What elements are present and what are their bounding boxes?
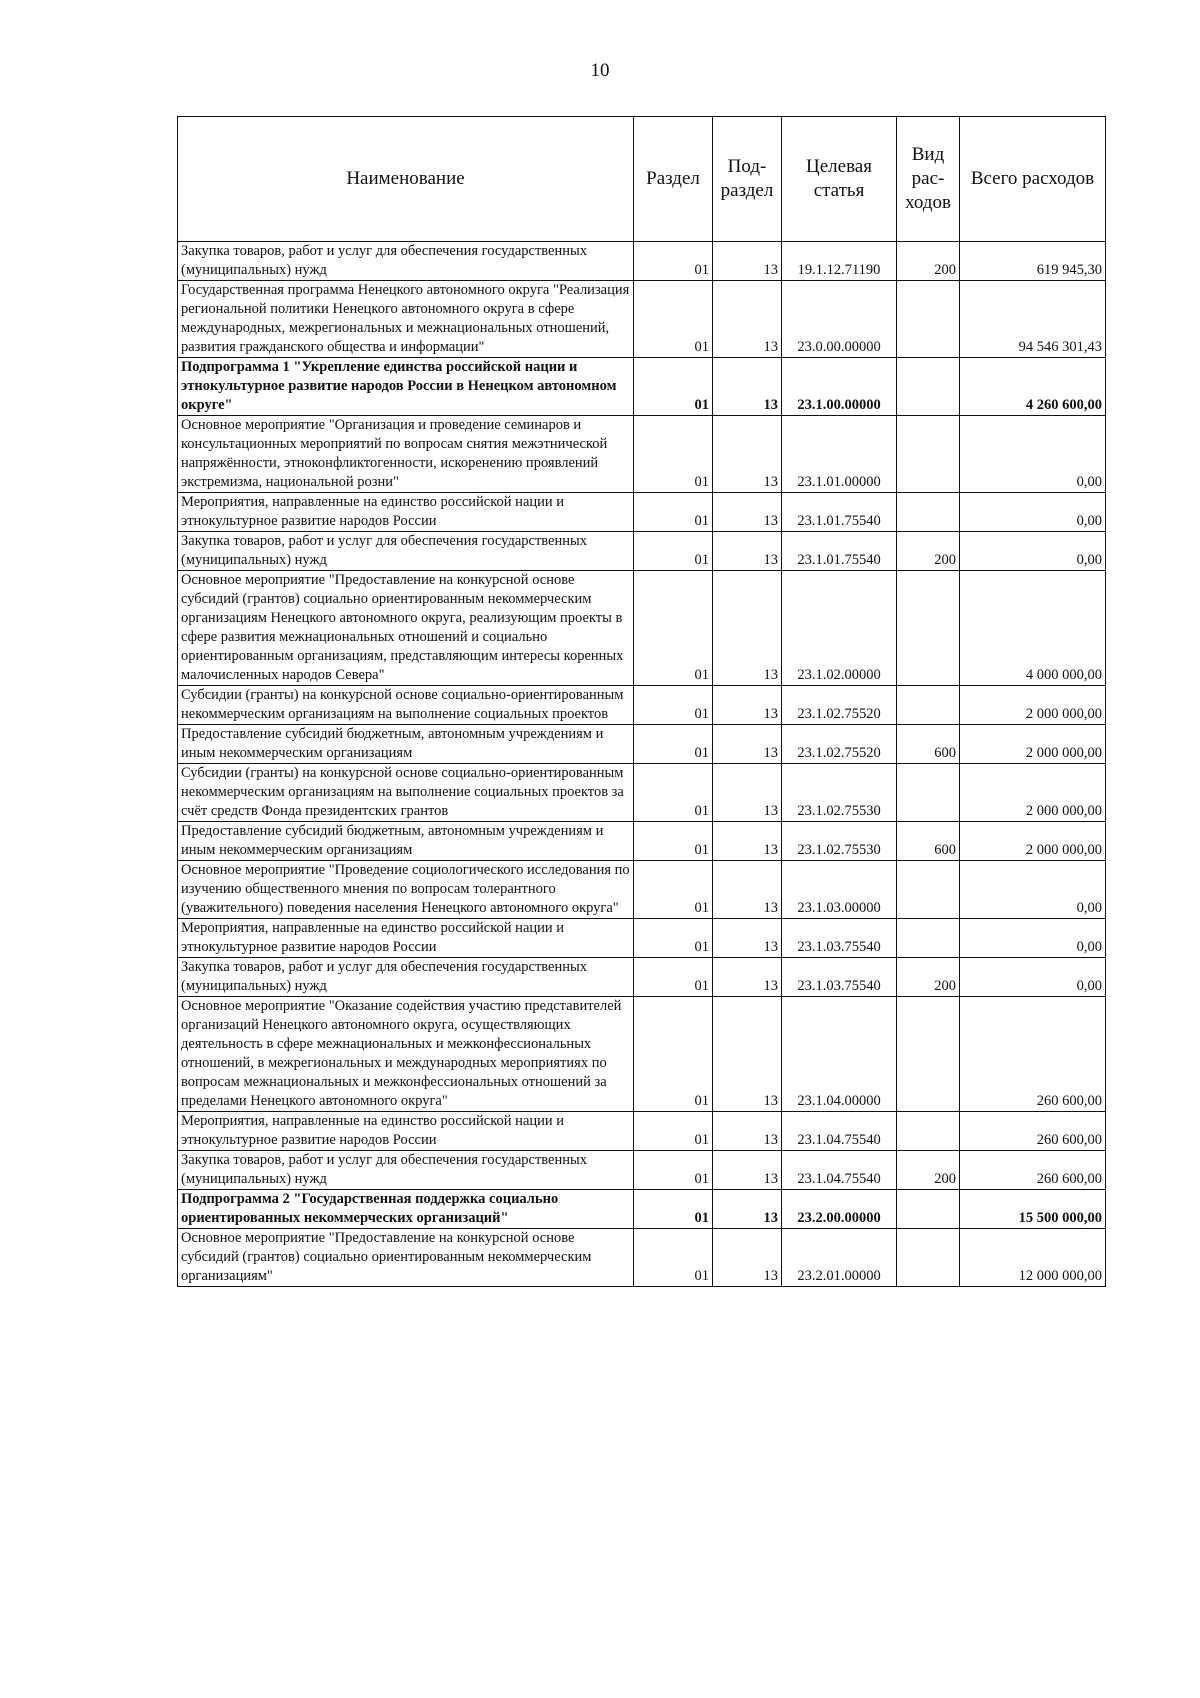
row-target: 23.1.02.75520: [782, 686, 897, 725]
row-name: Предоставление субсидий бюджетным, автономным учреждениям и иным некоммерческим организациям: [178, 822, 634, 861]
table-row: [178, 416, 1106, 493]
row-total: 2 000 000,00: [960, 822, 1106, 861]
row-section: 01: [634, 1112, 713, 1151]
page-number: 10: [590, 60, 610, 81]
row-kind: [897, 764, 960, 822]
row-name: Мероприятия, направленные на единство российской нации и этнокультурное развитие народов России: [178, 919, 634, 958]
row-subsection: 13: [713, 919, 782, 958]
row-section: 01: [634, 861, 713, 919]
row-total: 0,00: [960, 416, 1106, 493]
row-subsection: 13: [713, 686, 782, 725]
row-subsection: 13: [713, 997, 782, 1112]
row-target: 23.1.01.75540: [782, 532, 897, 571]
row-kind: [897, 571, 960, 686]
row-total: 0,00: [960, 958, 1106, 997]
table-row: [178, 686, 1106, 725]
row-total: 2 000 000,00: [960, 725, 1106, 764]
row-target: 23.1.03.75540: [782, 919, 897, 958]
row-section: 01: [634, 281, 713, 358]
row-name: Подпрограмма 2 "Государственная поддержка социально ориентированных некоммерческих организаций": [178, 1190, 634, 1229]
row-kind: [897, 358, 960, 416]
row-total: 0,00: [960, 493, 1106, 532]
column-header-target: Целевая статья: [782, 117, 897, 242]
table-row: [178, 764, 1106, 822]
table-row: [178, 1112, 1106, 1151]
row-total: 0,00: [960, 532, 1106, 571]
row-total: 260 600,00: [960, 1151, 1106, 1190]
row-section: 01: [634, 686, 713, 725]
row-section: 01: [634, 1151, 713, 1190]
row-total: 2 000 000,00: [960, 764, 1106, 822]
row-kind: 200: [897, 242, 960, 281]
row-subsection: 13: [713, 861, 782, 919]
row-target: 23.1.01.00000: [782, 416, 897, 493]
row-subsection: 13: [713, 1229, 782, 1287]
row-kind: [897, 416, 960, 493]
table-row: [178, 958, 1106, 997]
row-kind: 600: [897, 725, 960, 764]
row-name: Мероприятия, направленные на единство российской нации и этнокультурное развитие народов России: [178, 493, 634, 532]
row-name: Основное мероприятие "Проведение социологического исследования по изучению общественного мнения по вопросам толерантного (уважительного) поведения населения Ненецкого автономного округа": [178, 861, 634, 919]
table-row: [178, 281, 1106, 358]
row-target: 23.1.03.75540: [782, 958, 897, 997]
row-section: 01: [634, 493, 713, 532]
row-target: 23.1.02.75520: [782, 725, 897, 764]
table-row: [178, 997, 1106, 1112]
row-target: 23.2.01.00000: [782, 1229, 897, 1287]
row-section: 01: [634, 358, 713, 416]
row-subsection: 13: [713, 1112, 782, 1151]
row-target: 23.2.00.00000: [782, 1190, 897, 1229]
table-row: [178, 493, 1106, 532]
row-target: 19.1.12.71190: [782, 242, 897, 281]
row-subsection: 13: [713, 493, 782, 532]
row-target: 23.1.00.00000: [782, 358, 897, 416]
row-section: 01: [634, 958, 713, 997]
row-name: Закупка товаров, работ и услуг для обеспечения государственных (муниципальных) нужд: [178, 958, 634, 997]
row-section: 01: [634, 725, 713, 764]
row-name: Подпрограмма 1 "Укрепление единства российской нации и этнокультурное развитие народов России в Ненецком автономном округе": [178, 358, 634, 416]
column-header-subsection: Под- раздел: [713, 117, 782, 242]
row-total: 4 260 600,00: [960, 358, 1106, 416]
table-header-row: [178, 117, 1106, 242]
row-kind: [897, 493, 960, 532]
row-subsection: 13: [713, 725, 782, 764]
table-row: [178, 822, 1106, 861]
table-row: [178, 532, 1106, 571]
table-body: [178, 242, 1106, 1287]
table-row: [178, 571, 1106, 686]
row-name: Предоставление субсидий бюджетным, автономным учреждениям и иным некоммерческим организациям: [178, 725, 634, 764]
row-section: 01: [634, 1190, 713, 1229]
row-section: 01: [634, 919, 713, 958]
row-kind: [897, 686, 960, 725]
budget-table: [177, 116, 1106, 1287]
row-name: Субсидии (гранты) на конкурсной основе социально-ориентированным некоммерческим организациям на выполнение социальных проектов: [178, 686, 634, 725]
row-section: 01: [634, 416, 713, 493]
column-header-kind: Вид рас- ходов: [897, 117, 960, 242]
row-section: 01: [634, 822, 713, 861]
table-row: [178, 725, 1106, 764]
row-kind: [897, 997, 960, 1112]
row-name: Субсидии (гранты) на конкурсной основе социально-ориентированным некоммерческим организациям на выполнение социальных проектов за счёт средств Фонда президентских грантов: [178, 764, 634, 822]
row-name: Государственная программа Ненецкого автономного округа "Реализация региональной политики Ненецкого автономного округа в сфере международных, межрегиональных и межнациональных отношений, развития гражданского общества и информации": [178, 281, 634, 358]
row-total: 260 600,00: [960, 997, 1106, 1112]
row-name: Закупка товаров, работ и услуг для обеспечения государственных (муниципальных) нужд: [178, 532, 634, 571]
row-kind: [897, 1190, 960, 1229]
row-target: 23.1.02.75530: [782, 822, 897, 861]
row-subsection: 13: [713, 281, 782, 358]
row-total: 15 500 000,00: [960, 1190, 1106, 1229]
row-subsection: 13: [713, 416, 782, 493]
row-total: 619 945,30: [960, 242, 1106, 281]
row-name: Основное мероприятие "Оказание содействия участию представителей организаций Ненецкого автономного округа, осуществляющих деятельность в сфере межнациональных и межконфессиональных отношений, в межрегиональных и международных мероприятиях по вопросам межнациональных и межконфессиональных отношений за пределами Ненецкого автономного округа": [178, 997, 634, 1112]
row-target: 23.1.02.00000: [782, 571, 897, 686]
row-subsection: 13: [713, 764, 782, 822]
table-row: [178, 861, 1106, 919]
row-total: 0,00: [960, 861, 1106, 919]
column-header-section: Раздел: [634, 117, 713, 242]
row-target: 23.1.01.75540: [782, 493, 897, 532]
row-name: Закупка товаров, работ и услуг для обеспечения государственных (муниципальных) нужд: [178, 242, 634, 281]
table-row: [178, 1151, 1106, 1190]
row-subsection: 13: [713, 242, 782, 281]
row-kind: [897, 861, 960, 919]
row-total: 0,00: [960, 919, 1106, 958]
row-section: 01: [634, 1229, 713, 1287]
row-subsection: 13: [713, 958, 782, 997]
row-subsection: 13: [713, 358, 782, 416]
row-target: 23.1.04.75540: [782, 1112, 897, 1151]
row-kind: 200: [897, 1151, 960, 1190]
table-row: [178, 358, 1106, 416]
table-row: [178, 242, 1106, 281]
table-row: [178, 1190, 1106, 1229]
row-section: 01: [634, 997, 713, 1112]
row-kind: 200: [897, 532, 960, 571]
row-section: 01: [634, 242, 713, 281]
row-subsection: 13: [713, 532, 782, 571]
table-row: [178, 1229, 1106, 1287]
row-subsection: 13: [713, 571, 782, 686]
row-target: 23.1.04.75540: [782, 1151, 897, 1190]
table-row: [178, 919, 1106, 958]
row-subsection: 13: [713, 822, 782, 861]
row-kind: 600: [897, 822, 960, 861]
row-section: 01: [634, 532, 713, 571]
row-kind: [897, 281, 960, 358]
row-subsection: 13: [713, 1151, 782, 1190]
row-target: 23.1.02.75530: [782, 764, 897, 822]
row-section: 01: [634, 764, 713, 822]
row-name: Основное мероприятие "Предоставление на конкурсной основе субсидий (грантов) социально ориентированным некоммерческим организациям": [178, 1229, 634, 1287]
row-name: Основное мероприятие "Организация и проведение семинаров и консультационных мероприятий по вопросам снятия межэтнической напряжённости, этноконфликтогенности, искоренению проявлений экстремизма, национальной розни": [178, 416, 634, 493]
row-total: 94 546 301,43: [960, 281, 1106, 358]
row-name: Основное мероприятие "Предоставление на конкурсной основе субсидий (грантов) социально ориентированным некоммерческим организациям Ненецкого автономного округа, реализующим проекты в сфере развития межнациональных отношений и социально ориентированным организациям, представляющим интересы коренных малочисленных народов Севера": [178, 571, 634, 686]
row-subsection: 13: [713, 1190, 782, 1229]
row-total: 12 000 000,00: [960, 1229, 1106, 1287]
row-section: 01: [634, 571, 713, 686]
row-name: Закупка товаров, работ и услуг для обеспечения государственных (муниципальных) нужд: [178, 1151, 634, 1190]
row-kind: 200: [897, 958, 960, 997]
row-name: Мероприятия, направленные на единство российской нации и этнокультурное развитие народов России: [178, 1112, 634, 1151]
column-header-total: Всего расходов: [960, 117, 1106, 242]
row-total: 4 000 000,00: [960, 571, 1106, 686]
row-kind: [897, 1229, 960, 1287]
row-target: 23.1.03.00000: [782, 861, 897, 919]
row-kind: [897, 1112, 960, 1151]
row-target: 23.0.00.00000: [782, 281, 897, 358]
row-total: 260 600,00: [960, 1112, 1106, 1151]
column-header-name: Наименование: [178, 117, 634, 242]
row-target: 23.1.04.00000: [782, 997, 897, 1112]
row-kind: [897, 919, 960, 958]
row-total: 2 000 000,00: [960, 686, 1106, 725]
